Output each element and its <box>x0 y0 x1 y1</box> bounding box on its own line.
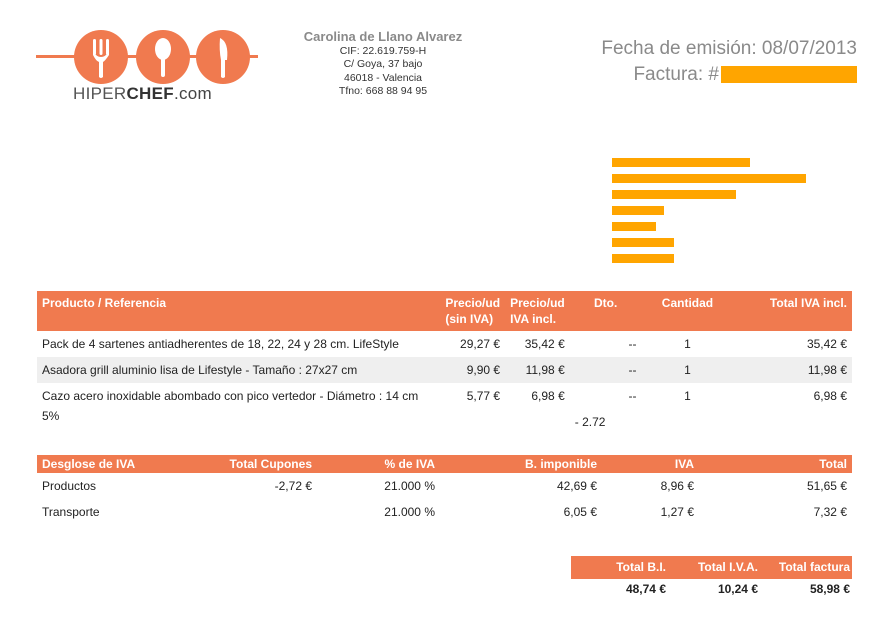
vat-total: 7,32 € <box>813 505 847 519</box>
unit-price-vat: 6,98 € <box>531 389 565 403</box>
knife-icon <box>196 30 250 84</box>
vat-base: 42,69 € <box>556 479 597 493</box>
quantity: 1 <box>642 357 734 383</box>
line-total: 35,42 € <box>806 337 847 351</box>
invoice-header <box>601 36 857 88</box>
product-note: 5% <box>42 409 60 423</box>
vat-coupons <box>192 499 317 525</box>
header-coupons: Total Cupones <box>192 455 317 473</box>
unit-price-no-vat: 5,77 € <box>466 389 501 403</box>
invoice-number-label: Factura: # <box>633 64 719 85</box>
discount-amount: - 2.72 <box>574 415 606 429</box>
header-vat-rate: % de IVA <box>317 455 440 473</box>
logo-text-thin: HIPER <box>73 84 127 103</box>
header-vat: IVA <box>602 455 699 473</box>
header-vat-breakdown: Desglose de IVA <box>37 455 192 473</box>
total-base: 48,74 € <box>625 582 666 596</box>
header-discount: Dto. <box>570 291 642 331</box>
quantity: 1 <box>684 337 691 351</box>
header-product: Producto / Referencia <box>37 291 440 331</box>
header-quantity: Cantidad <box>642 291 734 331</box>
product-name: Asadora grill aluminio lisa de Lifestyle - Tamaño : 27x27 cm <box>37 357 440 383</box>
customer-address <box>612 158 806 270</box>
unit-price-vat: 35,42 € <box>524 337 565 351</box>
logo-wordmark <box>73 84 212 104</box>
vat-rate: 21.000 % <box>384 479 435 493</box>
hiperchef-logo <box>36 28 266 104</box>
address-redaction <box>612 238 674 247</box>
totals-row <box>571 579 852 599</box>
vat-base: 6,05 € <box>563 505 597 519</box>
line-total: 11,98 € <box>733 357 852 383</box>
vat-label: Transporte <box>42 505 100 519</box>
table-row <box>37 473 852 499</box>
product-name: Pack de 4 sartenes antiadherentes de 18, 22, 24 y 28 cm. LifeStyle <box>42 337 399 351</box>
header-unit-vat-line2: IVA incl. <box>510 312 557 326</box>
header-vat-total: Total <box>699 455 852 473</box>
fork-icon <box>74 30 128 84</box>
header-unit-no-vat-line1: Precio/ud <box>445 296 501 310</box>
totals-table <box>571 556 852 599</box>
header-total-vat: Total I.V.A. <box>668 556 760 579</box>
line-total: 6,98 € <box>813 389 847 403</box>
vat-label: Productos <box>42 479 97 493</box>
company-info <box>283 30 483 99</box>
invoice-date: Fecha de emisión: 08/07/2013 <box>601 38 857 59</box>
company-cif: CIF: 22.619.759-H <box>339 44 427 57</box>
address-redaction <box>612 174 806 183</box>
total-invoice: 58,98 € <box>809 582 850 596</box>
product-name: Cazo acero inoxidable abombado con pico vertedor - Diámetro : 14 cm <box>42 389 419 403</box>
invoice-number-redaction <box>721 66 857 83</box>
address-redaction <box>612 190 736 199</box>
totals-header-row <box>571 556 852 579</box>
header-unit-vat <box>505 291 570 331</box>
logo-text-bold: CHEF <box>126 84 174 103</box>
vat-total: 51,65 € <box>806 479 847 493</box>
vat-rate: 21.000 % <box>384 505 435 519</box>
address-redaction <box>612 206 664 215</box>
table-row <box>37 331 852 357</box>
spoon-icon <box>136 30 190 84</box>
discount: -- <box>628 337 637 351</box>
header-unit-vat-line1: Precio/ud <box>510 296 565 310</box>
address-redaction <box>612 222 656 231</box>
discount: -- <box>570 357 642 383</box>
table-row <box>37 357 852 383</box>
header-total-invoice: Total factura <box>760 556 852 579</box>
vat-amount: 1,27 € <box>660 505 694 519</box>
vat-header-row <box>37 455 852 473</box>
header-unit-no-vat-line2: (sin IVA) <box>445 312 494 326</box>
logo-text-suffix: .com <box>173 84 212 103</box>
table-row <box>37 499 852 525</box>
unit-price-no-vat: 9,90 € <box>440 357 505 383</box>
products-header-row <box>37 291 852 331</box>
header-tax-base: B. imponible <box>440 455 602 473</box>
header-total-base: Total B.I. <box>571 556 668 579</box>
table-row <box>37 383 852 433</box>
unit-price-no-vat: 29,27 € <box>460 337 501 351</box>
vat-coupons: -2,72 € <box>274 479 312 493</box>
company-street: C/ Goya, 37 bajo <box>343 58 423 70</box>
header-unit-no-vat <box>440 291 505 331</box>
total-vat: 10,24 € <box>717 582 758 596</box>
product-name-cell <box>37 383 440 433</box>
products-table <box>37 291 852 433</box>
vat-amount: 8,96 € <box>660 479 694 493</box>
company-phone: Tfno: 668 88 94 95 <box>338 85 428 97</box>
header-total: Total IVA incl. <box>733 291 852 331</box>
invoice-number-row <box>601 62 857 88</box>
company-name: Carolina de Llano Alvarez <box>303 29 463 44</box>
discount-cell <box>570 383 642 433</box>
vat-breakdown-table <box>37 455 852 525</box>
discount: -- <box>628 389 637 403</box>
unit-price-vat: 11,98 € <box>505 357 570 383</box>
quantity: 1 <box>684 389 691 403</box>
address-redaction <box>612 254 674 263</box>
address-redaction <box>612 158 750 167</box>
company-city: 46018 - Valencia <box>343 71 423 84</box>
